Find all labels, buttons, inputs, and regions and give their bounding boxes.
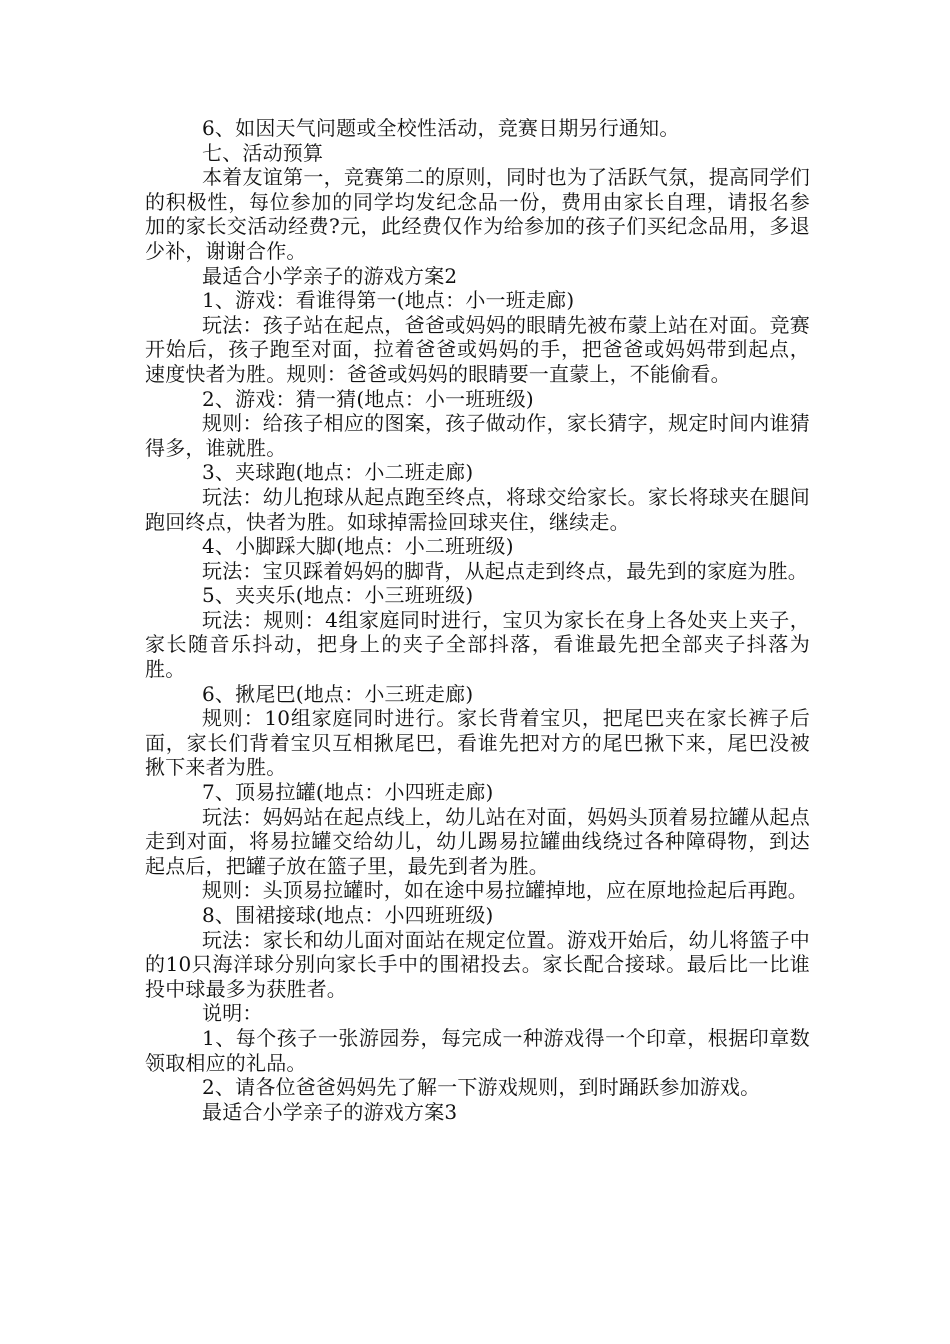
game-6-title: 6、揪尾巴(地点：小三班走廊) xyxy=(202,681,474,706)
rule-item-6: 6、如因天气问题或全校性活动，竞赛日期另行通知。 xyxy=(202,116,680,140)
notes-heading: 说明： xyxy=(202,1001,263,1026)
plan-2-title: 最适合小学亲子的游戏方案2 xyxy=(202,263,458,288)
budget-paragraph: 本着友谊第一，竞赛第二的原则，同时也为了活跃气氛，提高同学们的积极性，每位参加的同学均发纪念品一份，费用由家长自理，请报名参加的家长交活动经费?元，此经费仅作为给参加的孩子们买纪念品用，多退少补，谢谢合作。 xyxy=(145,165,810,263)
game-2-description: 规则：给孩子相应的图案，孩子做动作，家长猜字，规定时间内谁猜得多，谁就胜。 xyxy=(145,411,810,460)
document-body xyxy=(145,116,810,1124)
game-8-title: 8、围裙接球(地点：小四班班级) xyxy=(202,903,494,927)
game-2-title: 2、游戏：猜一猜(地点：小一班班级) xyxy=(202,386,534,411)
game-3-title: 3、夹球跑(地点：小二班走廊) xyxy=(202,460,474,485)
section-heading-budget: 七、活动预算 xyxy=(202,140,324,165)
game-5-title: 5、夹夹乐(地点：小三班班级) xyxy=(202,583,474,608)
game-6-description: 规则：10组家庭同时进行。家长背着宝贝，把尾巴夹在家长裤子后面，家长们背着宝贝互相揪尾巴，看谁先把对方的尾巴揪下来，尾巴没被揪下来者为胜。 xyxy=(145,706,810,780)
game-7-title: 7、顶易拉罐(地点：小四班走廊) xyxy=(202,780,494,805)
game-7-description: 玩法：妈妈站在起点线上，幼儿站在对面，妈妈头顶着易拉罐从起点走到对面，将易拉罐交给幼儿，幼儿踢易拉罐曲线绕过各种障碍物，到达起点后，把罐子放在篮子里，最先到者为胜。 xyxy=(145,804,810,878)
game-4-title: 4、小脚踩大脚(地点：小二班班级) xyxy=(202,534,514,559)
game-5-description: 玩法：规则：4组家庭同时进行，宝贝为家长在身上各处夹上夹子，家长随音乐抖动，把身上的夹子全部抖落，看谁最先把全部夹子抖落为胜。 xyxy=(145,607,810,682)
plan-3-title: 最适合小学亲子的游戏方案3 xyxy=(202,1099,458,1124)
game-8-description: 玩法：家长和幼儿面对面站在规定位置。游戏开始后，幼儿将篮子中的10只海洋球分别向家长手中的围裙投去。家长配合接球。最后比一比谁投中球最多为获胜者。 xyxy=(145,927,810,1001)
game-1-description: 玩法：孩子站在起点，爸爸或妈妈的眼睛先被布蒙上站在对面。竞赛开始后，孩子跑至对面，拉着爸爸或妈妈的手，把爸爸或妈妈带到起点，速度快者为胜。规则：爸爸或妈妈的眼睛要一直蒙上，不能偷看。 xyxy=(145,312,810,386)
game-7-rule: 规则：头顶易拉罐时，如在途中易拉罐掉地，应在原地捡起后再跑。 xyxy=(202,878,808,903)
game-1-title: 1、游戏：看谁得第一(地点：小一班走廊) xyxy=(202,288,575,313)
note-1: 1、每个孩子一张游园券，每完成一种游戏得一个印章，根据印章数领取相应的礼品。 xyxy=(145,1025,810,1075)
game-3-description: 玩法：幼儿抱球从起点跑至终点，将球交给家长。家长将球夹在腿间跑回终点，快者为胜。如球掉需捡回球夹住，继续走。 xyxy=(145,484,810,534)
game-4-description: 玩法：宝贝踩着妈妈的脚背，从起点走到终点，最先到的家庭为胜。 xyxy=(202,558,808,583)
note-2: 2、请各位爸爸妈妈先了解一下游戏规则，到时踊跃参加游戏。 xyxy=(202,1075,761,1100)
